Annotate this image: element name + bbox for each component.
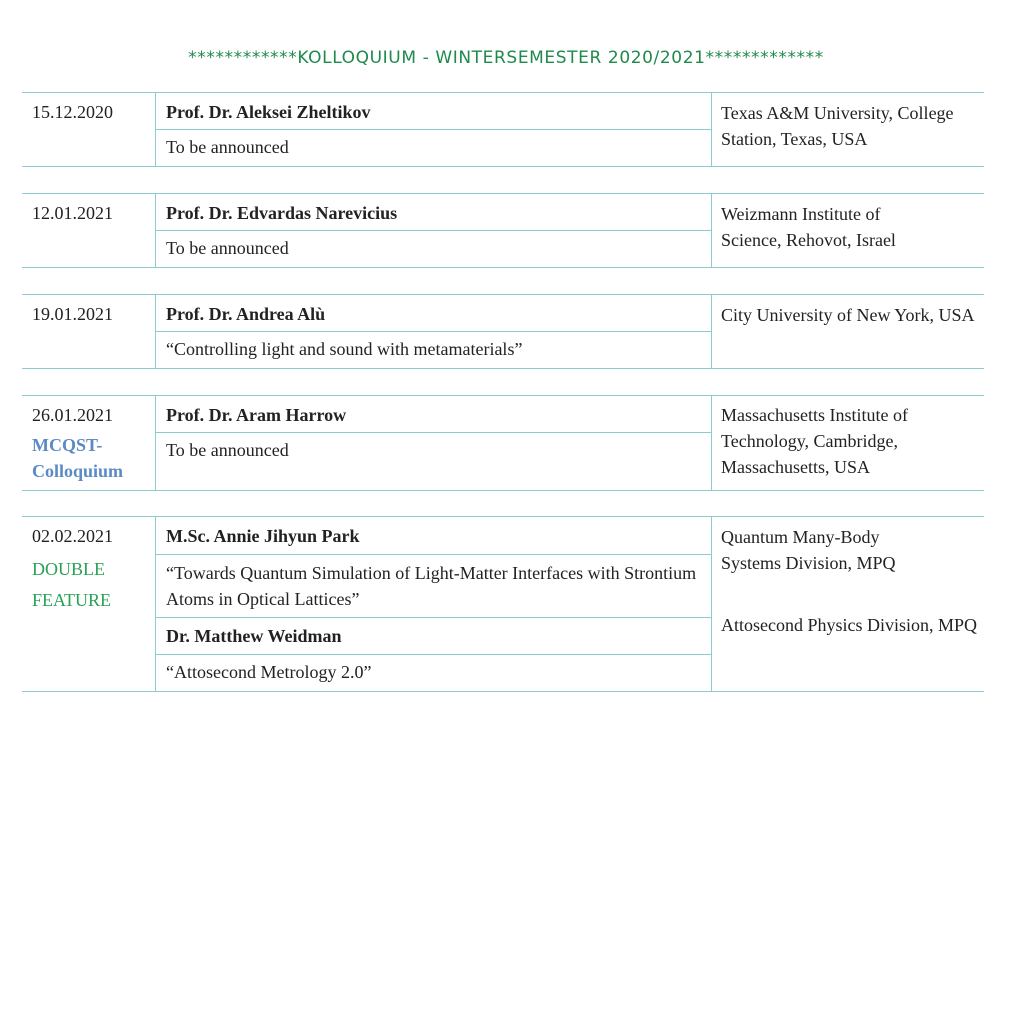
divider <box>22 490 984 491</box>
institution: Quantum Many-Body Systems Division, MPQ <box>721 527 896 573</box>
divider <box>156 129 712 130</box>
divider <box>155 395 156 491</box>
speaker-name: M.Sc. Annie Jihyun Park <box>166 526 360 546</box>
divider <box>22 166 984 167</box>
divider <box>22 193 984 194</box>
speaker-name: Prof. Dr. Andrea Alù <box>166 304 326 324</box>
divider <box>711 395 712 491</box>
institution: Texas A&M University, College Station, Texas, USA <box>721 103 954 149</box>
divider <box>22 395 984 396</box>
colloquium-entry <box>22 294 984 370</box>
talk-date: 15.12.2020 <box>32 102 113 122</box>
talk-title: To be announced <box>166 238 289 258</box>
colloquium-entry <box>22 92 984 168</box>
talk-date: 19.01.2021 <box>32 304 113 324</box>
colloquium-entry <box>22 395 984 491</box>
institution: City University of New York, USA <box>721 305 975 325</box>
talk-title: To be announced <box>166 440 289 460</box>
divider <box>711 516 712 692</box>
page-title: ************KOLLOQUIUM - WINTERSEMESTER 2020/2021************* <box>188 48 824 68</box>
talk-title: “Attosecond Metrology 2.0” <box>166 662 372 682</box>
talk-date: 26.01.2021 <box>32 405 113 425</box>
speaker-name: Dr. Matthew Weidman <box>166 626 342 646</box>
divider <box>22 368 984 369</box>
divider <box>156 617 712 618</box>
speaker-name: Prof. Dr. Aram Harrow <box>166 405 347 425</box>
divider <box>22 516 984 517</box>
talk-date: 02.02.2021 <box>32 526 113 546</box>
speaker-name: Prof. Dr. Edvardas Narevicius <box>166 203 398 223</box>
divider <box>22 92 984 93</box>
institution: Attosecond Physics Division, MPQ <box>721 615 978 635</box>
event-note: DOUBLE FEATURE <box>32 559 112 610</box>
colloquium-entry <box>22 193 984 269</box>
talk-title: “Controlling light and sound with metamaterials” <box>166 339 523 359</box>
colloquium-entry <box>22 516 984 693</box>
talk-title: “Towards Quantum Simulation of Light-Matter Interfaces with Strontium Atoms in Optical Lattices” <box>166 563 697 609</box>
divider <box>156 230 712 231</box>
event-note: MCQST-Colloquium <box>32 435 124 481</box>
divider <box>22 691 984 692</box>
divider <box>156 654 712 655</box>
institution: Weizmann Institute of Science, Rehovot, Israel <box>721 204 896 250</box>
talk-date: 12.01.2021 <box>32 203 113 223</box>
divider <box>156 554 712 555</box>
divider <box>155 516 156 692</box>
divider <box>156 432 712 433</box>
speaker-name: Prof. Dr. Aleksei Zheltikov <box>166 102 371 122</box>
institution: Massachusetts Institute of Technology, Cambridge, Massachusetts, USA <box>721 405 908 477</box>
divider <box>22 267 984 268</box>
divider <box>22 294 984 295</box>
talk-title: To be announced <box>166 137 289 157</box>
divider <box>156 331 712 332</box>
